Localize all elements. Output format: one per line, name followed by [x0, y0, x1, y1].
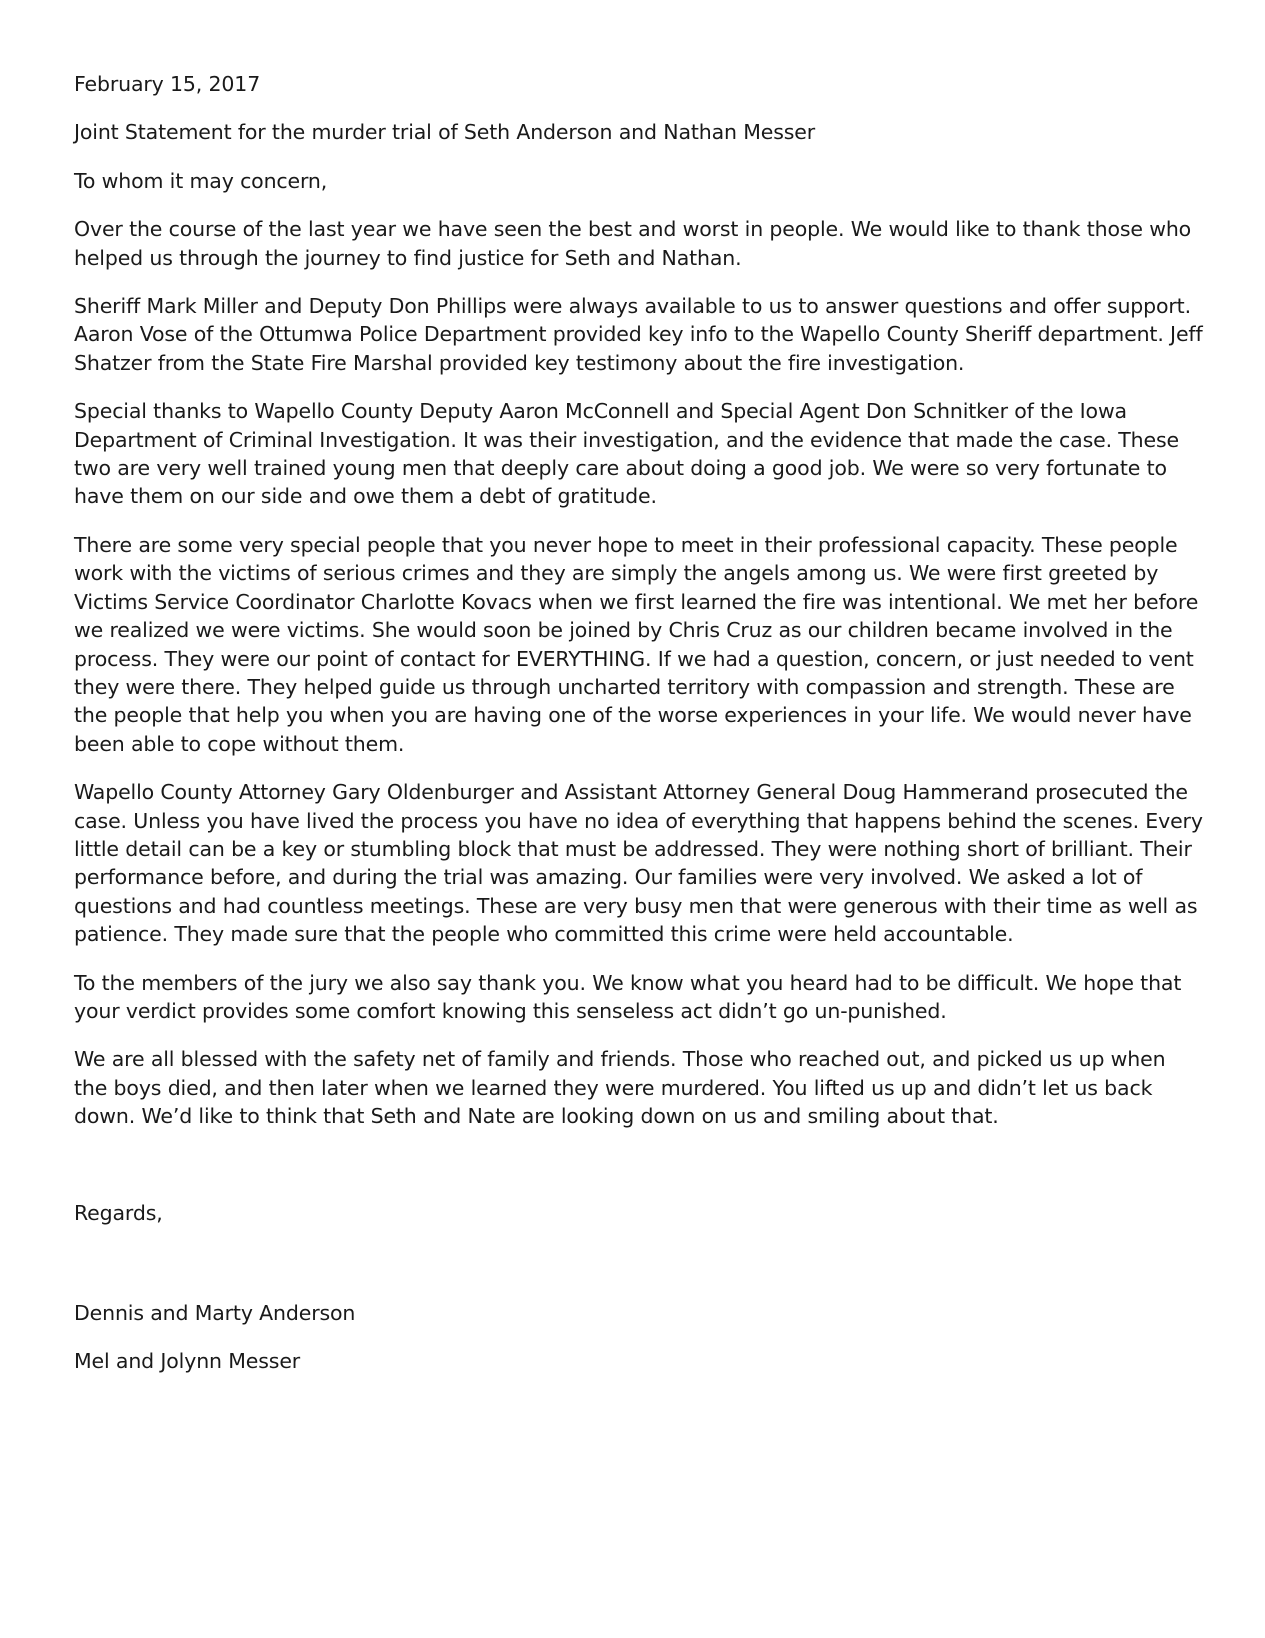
letter-paragraph: We are all blessed with the safety net of family and friends. Those who reached out, and picked us up when the boys died, and then later when we learned they were murdered. You lifted us up and didn’t let us back down. We’d like to think that Seth and Nate are looking down on us and smiling about that.	[74, 1047, 1166, 1129]
letter-closing: Regards,	[74, 1200, 163, 1225]
letter-paragraph: Wapello County Attorney Gary Oldenburger and Assistant Attorney General Doug Hammerand prosecuted the case. Unless you have lived the process you have no idea of everything that happens behind the scenes. Every little detail can be a key or stumbling block that must be addressed. They were nothing short of brilliant. Their performance before, and during the trial was amazing. Our families were very involved. We asked a lot of questions and had countless meetings. These are very busy men that were generous with their time as well as patience. They made sure that the people who committed this crime were held accountable.	[74, 780, 1203, 947]
letter-date: February 15, 2017	[74, 72, 261, 96]
letter-paragraph: To the members of the jury we also say thank you. We know what you heard had to be difficult. We hope that your verdict provides some comfort knowing this senseless act didn’t go un-punished.	[74, 970, 1182, 1023]
letter-signature: Dennis and Marty Anderson	[74, 1301, 356, 1325]
letter-subject: Joint Statement for the murder trial of Seth Anderson and Nathan Messer	[74, 120, 816, 145]
letter-signature: Mel and Jolynn Messer	[74, 1349, 301, 1374]
letter-paragraph: There are some very special people that you never hope to meet in their professional capacity. These people work with the victims of serious crimes and they are simply the angels among us. We were first greeted by Victims Service Coordinator Charlotte Kovacs when we first learned the fire was intentional. We met her before we realized we were victims. She would soon be joined by Chris Cruz as our children became involved in the process. They were our point of contact for EVERYTHING. If we had a question, concern, or just needed to vent they were there. They helped guide us through uncharted territory with compassion and strength. These are the people that help you when you are having one of the worse experiences in your life. We would never have been able to cope without them.	[74, 532, 1199, 756]
letter-paragraph: Special thanks to Wapello County Deputy Aaron McConnell and Special Agent Don Schnitker of the Iowa Department of Criminal Investigation. It was their investigation, and the evidence that made the case. These two are very well trained young men that deeply care about doing a good job. We were so very fortunate to have them on our side and owe them a debt of gratitude.	[74, 399, 1179, 509]
letter	[74, 70, 1204, 1396]
letter-salutation: To whom it may concern,	[74, 168, 328, 193]
letter-paragraph: Over the course of the last year we have seen the best and worst in people. We would like to thank those who helped us through the journey to find justice for Seth and Nathan.	[74, 217, 1192, 270]
letter-paragraph: Sheriff Mark Miller and Deputy Don Phillips were always available to us to answer questions and offer support. Aaron Vose of the Ottumwa Police Department provided key info to the Wapello County Sheriff department. Jeff Shatzer from the State Fire Marshal provided key testimony about the fire investigation.	[74, 294, 1203, 375]
